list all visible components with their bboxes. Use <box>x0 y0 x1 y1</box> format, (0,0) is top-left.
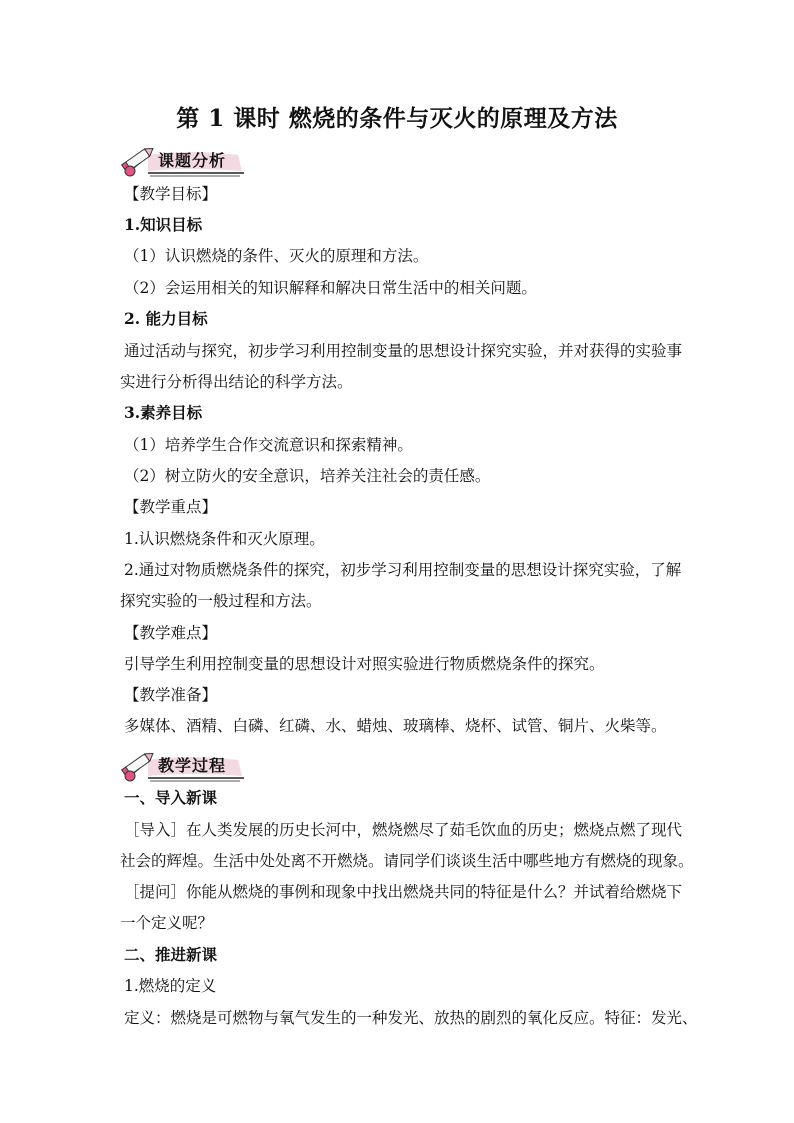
list-item: （1）培养学生合作交流意识和探索精神。 <box>124 436 413 454</box>
paragraph-line: 社会的辉煌。生活中处处离不开燃烧。请同学们谈谈生活中哪些地方有燃烧的现象。 <box>120 852 694 870</box>
heading-new-lesson: 二、推进新课 <box>124 945 218 964</box>
subheading-literacy-goal: 3.素养目标 <box>124 403 203 422</box>
section-banner-label: 课题分析 <box>158 151 227 170</box>
heading-intro: 一、导入新课 <box>124 788 218 807</box>
paragraph-line: 定义：燃烧是可燃物与氧气发生的一种发光、放热的剧烈的氧化反应。特征：发光、 <box>124 1009 698 1027</box>
paragraph-line: 实进行分析得出结论的科学方法。 <box>120 373 353 391</box>
section-banner-analysis <box>120 141 250 179</box>
list-item: （2）树立防火的安全意识，培养关注社会的责任感。 <box>124 467 491 485</box>
paragraph-line: 通过活动与探究，初步学习利用控制变量的思想设计探究实验，并对获得的实验事 <box>124 342 683 360</box>
heading-preparation: 【教学准备】 <box>124 686 218 704</box>
paragraph-line: 引导学生利用控制变量的思想设计对照实验进行物质燃烧条件的探究。 <box>124 655 605 673</box>
paragraph-line: ［导入］在人类发展的历史长河中，燃烧燃尽了茹毛饮血的历史；燃烧点燃了现代 <box>124 821 683 839</box>
list-item: （2）会运用相关的知识解释和解决日常生活中的相关问题。 <box>124 279 537 297</box>
subheading-knowledge-goal: 1.知识目标 <box>124 215 203 234</box>
heading-difficulties: 【教学难点】 <box>124 624 218 642</box>
heading-key-points: 【教学重点】 <box>124 498 218 516</box>
paragraph-line: 探究实验的一般过程和方法。 <box>120 592 322 610</box>
list-item: 1.认识燃烧条件和灭火原理。 <box>124 530 325 548</box>
heading-teaching-goals: 【教学目标】 <box>124 185 218 203</box>
paragraph-line: 2.通过对物质燃烧条件的探究，初步学习利用控制变量的思想设计探究实验，了解 <box>124 561 682 579</box>
paragraph-line: 多媒体、酒精、白磷、红磷、水、蜡烛、玻璃棒、烧杯、试管、铜片、火柴等。 <box>124 717 667 735</box>
subheading-ability-goal: 2. 能力目标 <box>124 309 208 328</box>
section-banner-process <box>120 746 250 784</box>
list-item: （1）认识燃烧的条件、灭火的原理和方法。 <box>124 247 429 265</box>
paragraph-line: 一个定义呢？ <box>120 914 214 932</box>
paragraph-line: ［提问］你能从燃烧的事例和现象中找出燃烧共同的特征是什么？并试着给燃烧下 <box>124 883 683 901</box>
subheading-definition: 1.燃烧的定义 <box>124 977 217 995</box>
page-title: 第 1 课时 燃烧的条件与灭火的原理及方法 <box>176 105 618 132</box>
section-banner-label: 教学过程 <box>158 756 227 775</box>
